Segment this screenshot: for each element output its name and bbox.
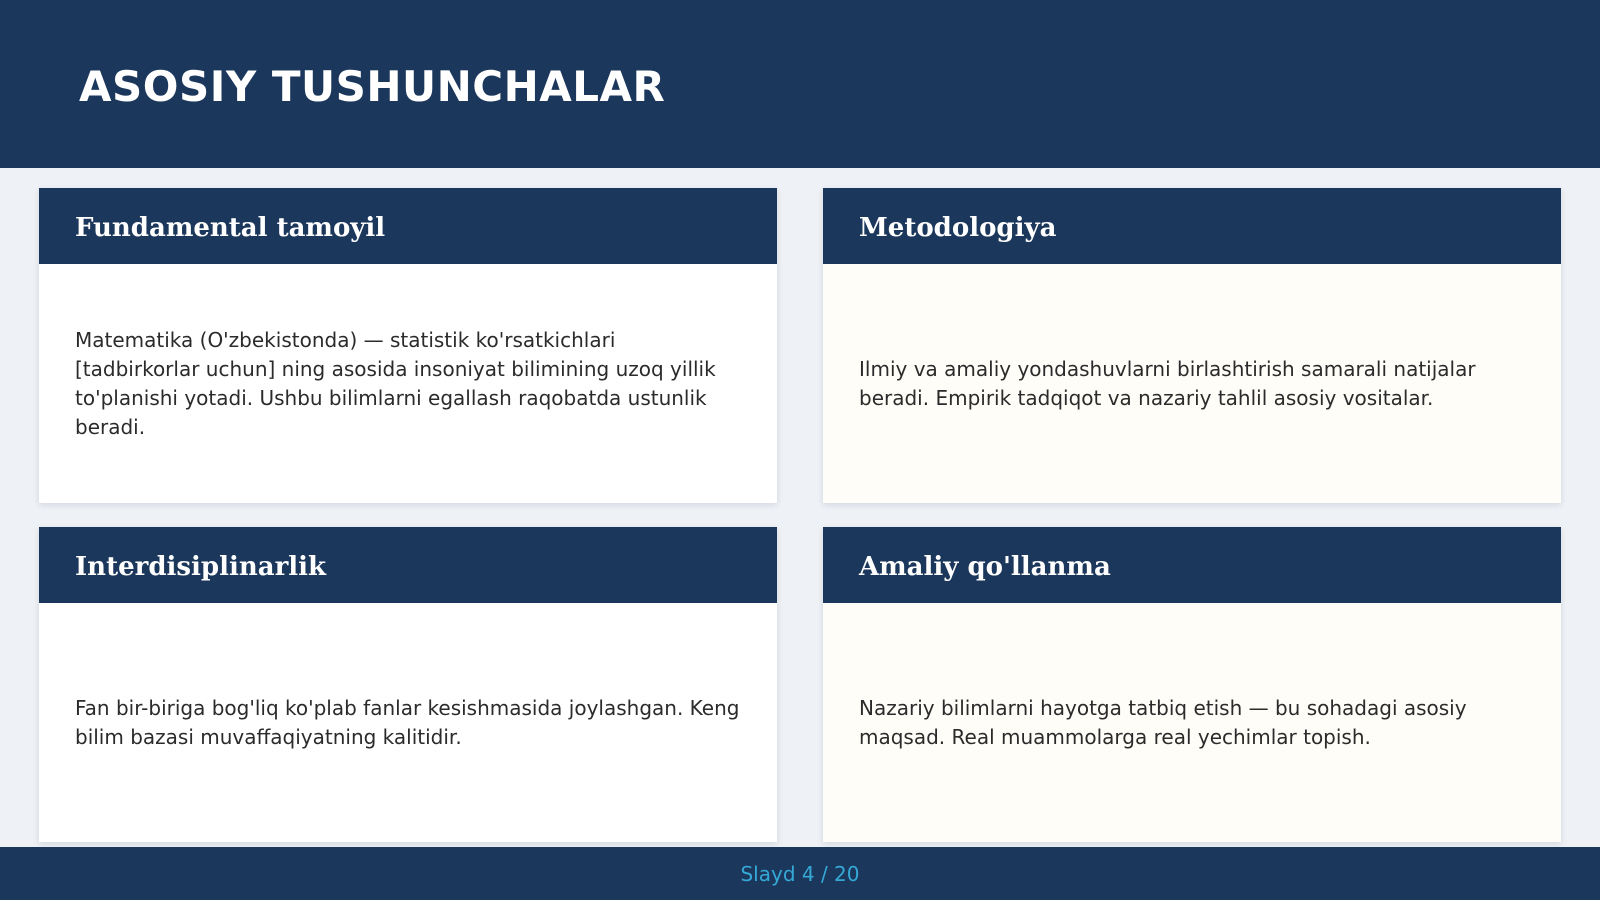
card-header [39, 527, 777, 603]
card-body [75, 264, 741, 503]
slide-footer [0, 847, 1600, 900]
card-body [859, 264, 1525, 503]
card-title: Fundamental tamoyil [75, 213, 386, 243]
card-header [823, 527, 1561, 603]
card-text: Fan bir-biriga bog'liq ko'plab fanlar kesishmasida joylashgan. Keng bilim bazasi muvaffaqiyatning kalitidir. [75, 695, 740, 749]
card-title: Metodologiya [859, 213, 1057, 243]
card-practical [823, 527, 1561, 842]
card-interdisciplinary [39, 527, 777, 842]
slide-counter: Slayd 4 / 20 [740, 861, 860, 886]
card-fundamental [39, 188, 777, 503]
card-text: Nazariy bilimlarni hayotga tatbiq etish — bu sohadagi asosiy maqsad. Real muammolarga real yechimlar topish. [859, 695, 1467, 749]
card-body [75, 603, 741, 842]
card-header [39, 188, 777, 264]
card-methodology [823, 188, 1561, 503]
card-text: Ilmiy va amaliy yondashuvlarni birlashtirish samarali natijalar beradi. Empirik tadqiqot va nazariy tahlil asosiy vositalar. [859, 356, 1476, 410]
slide-title: ASOSIY TUSHUNCHALAR [79, 62, 666, 111]
card-header [823, 188, 1561, 264]
card-title: Interdisiplinarlik [75, 552, 327, 582]
slide-header [0, 0, 1600, 168]
card-title: Amaliy qo'llanma [859, 552, 1111, 582]
card-body [859, 603, 1525, 842]
card-text: Matematika (O'zbekistonda) — statistik ko'rsatkichlari [tadbirkorlar uchun] ning asosida insoniyat bilimining uzoq yillik to'planishi yotadi. Ushbu bilimlarni egallash raqobatda ustunlik beradi. [75, 327, 716, 439]
